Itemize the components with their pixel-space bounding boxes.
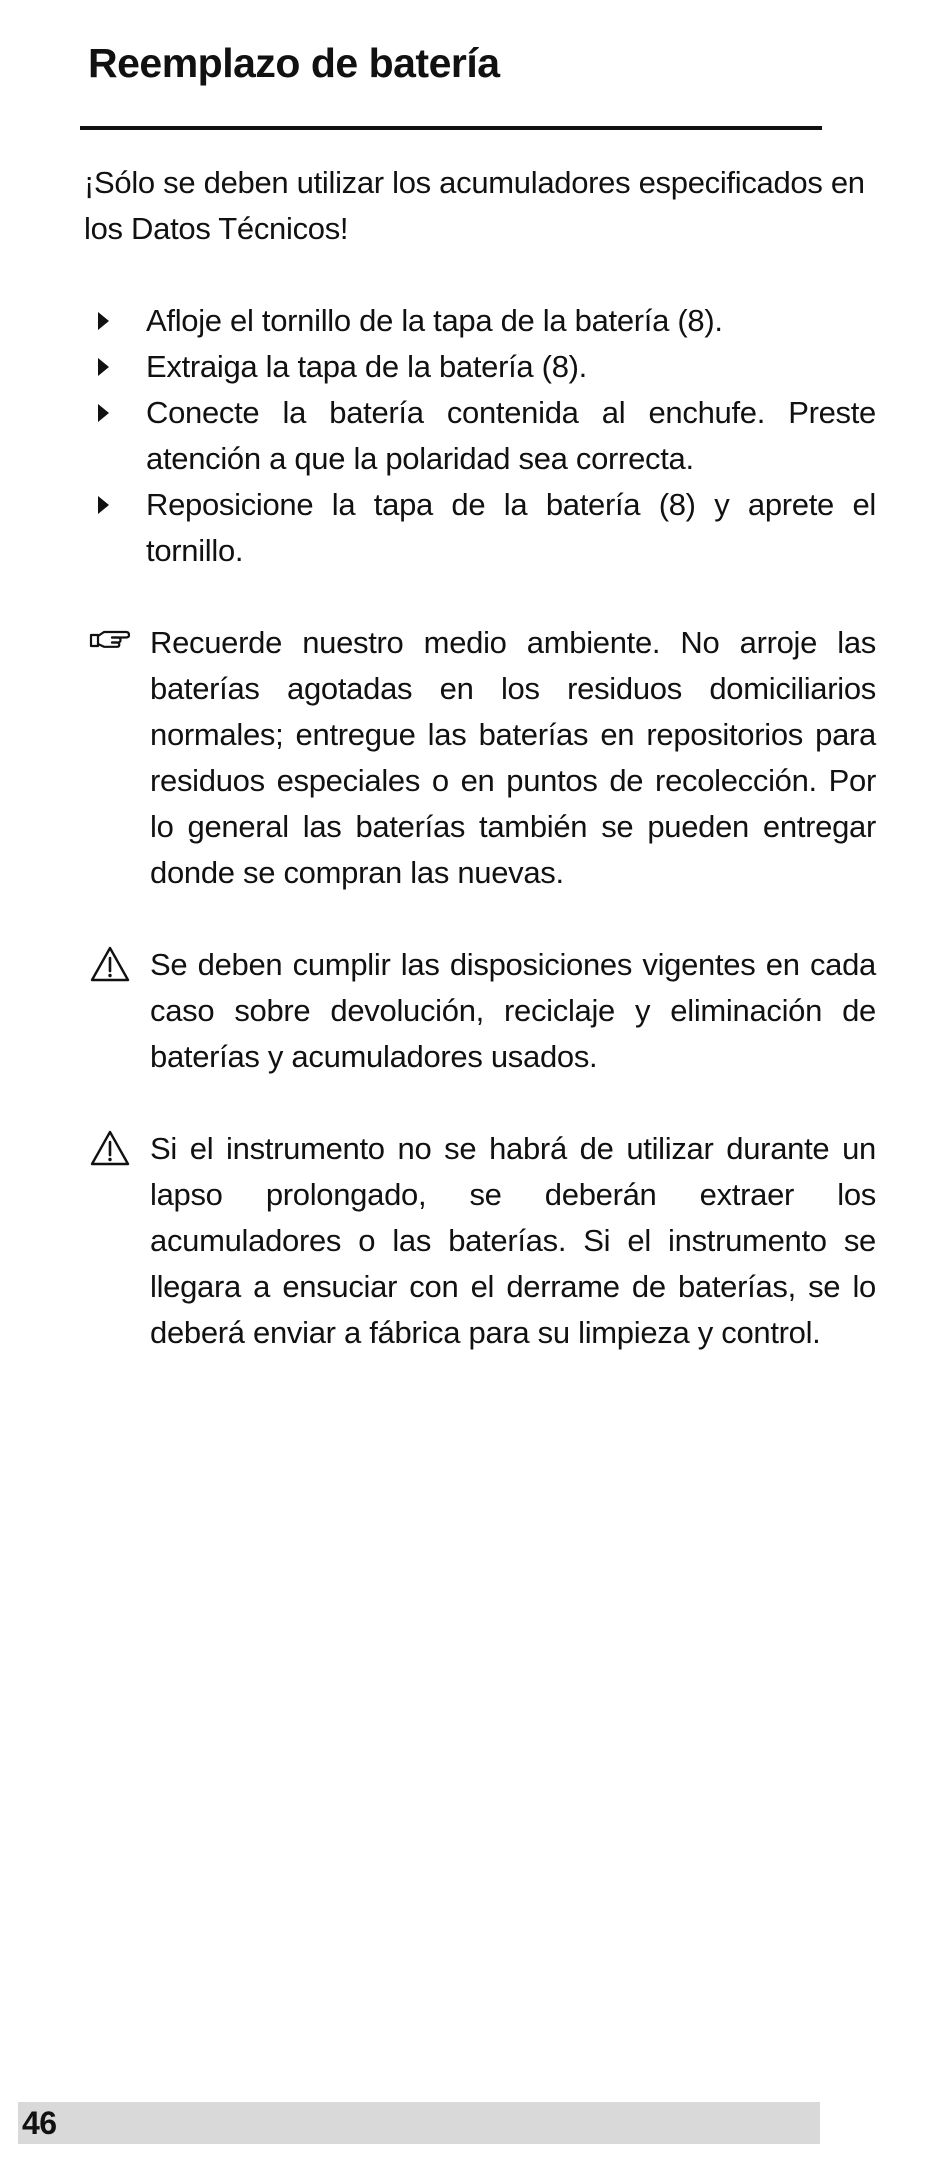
intro-paragraph: ¡Sólo se deben utilizar los acumuladores especificados en los Datos Técnicos! [84,165,865,246]
pointing-hand-icon [88,622,132,662]
bullet-arrow-icon [98,344,118,390]
steps-list [84,298,876,574]
bullet-arrow-icon [98,390,118,436]
page-number: 46 [22,2105,57,2141]
list-item [84,482,876,574]
list-item [84,390,876,482]
warning-triangle-icon [88,1128,132,1168]
step-text: Reposicione la tapa de la batería (8) y aprete el tornillo. [146,487,876,568]
title-underline [80,126,822,130]
warning-triangle-icon [88,944,132,984]
step-text: Afloje el tornillo de la tapa de la batería (8). [146,303,723,338]
page-title: Reemplazo de batería [88,40,500,86]
storage-warning [84,1126,876,1356]
footer-bar [18,2102,820,2144]
list-item [84,298,876,344]
environment-note [84,620,876,896]
page-content [84,160,876,1402]
bullet-arrow-icon [98,298,118,344]
step-text: Conecte la batería contenida al enchufe. Preste atención a que la polaridad sea correcta. [146,395,876,476]
disposal-warning [84,942,876,1080]
note-text: Se deben cumplir las disposiciones vigentes en cada caso sobre devolución, reciclaje y eliminación de baterías y acumuladores usados. [150,947,876,1074]
note-text: Si el instrumento no se habrá de utilizar durante un lapso prolongado, se deberán extraer los acumuladores o las baterías. Si el instrumento se llegara a ensuciar con el derrame de baterías, se lo deberá enviar a fábrica para su limpieza y control. [150,1131,876,1350]
bullet-arrow-icon [98,482,118,528]
note-text: Recuerde nuestro medio ambiente. No arroje las baterías agotadas en los residuos domiciliarios normales; entregue las baterías en repositorios para residuos especiales o en puntos de recolección. Por lo general las baterías también se pueden entregar donde se compran las nuevas. [150,625,876,890]
list-item [84,344,876,390]
step-text: Extraiga la tapa de la batería (8). [146,349,587,384]
